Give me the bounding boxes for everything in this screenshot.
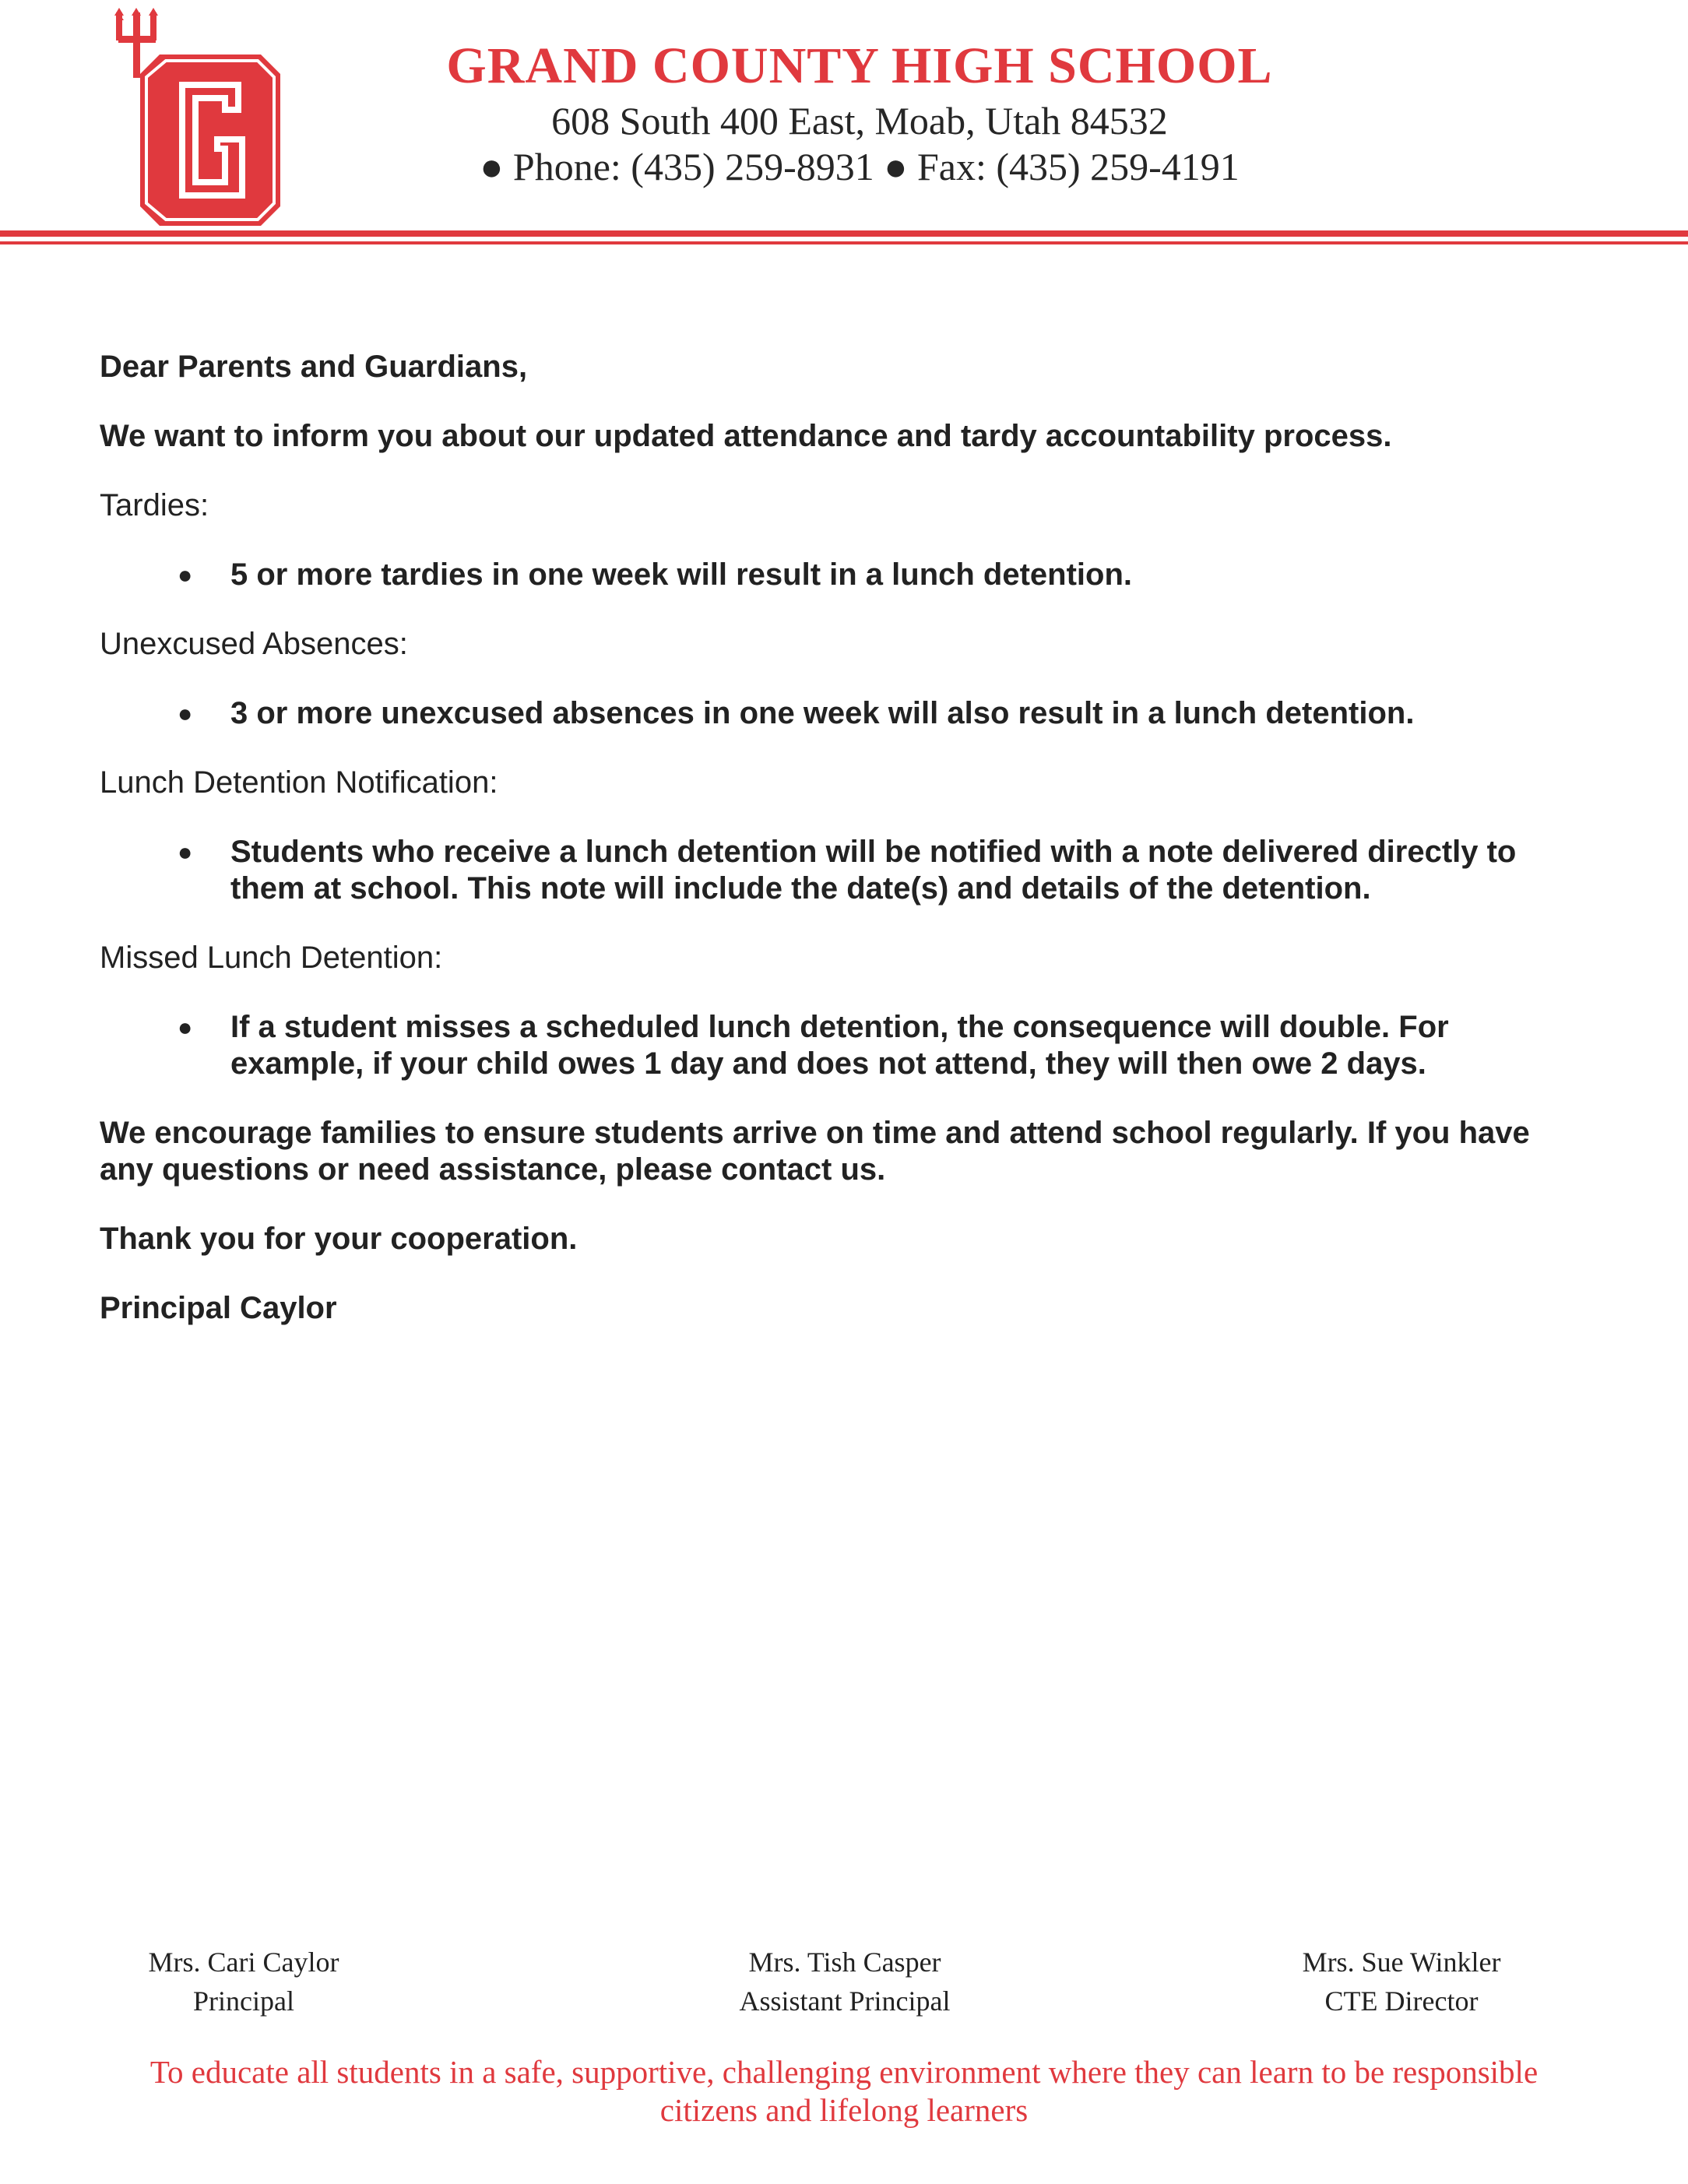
list-item-text: If a student misses a scheduled lunch detention, the consequence will double. For example, if your child owes 1 day and does not attend, they will then owe 2 days.	[230, 1010, 1449, 1081]
intro-paragraph: We want to inform you about our updated attendance and tardy accountability process.	[100, 419, 1392, 453]
thanks-line: Thank you for your cooperation.	[100, 1222, 578, 1256]
list-item-text: Students who receive a lunch detention will be notified with a note delivered directly to them at school. This note will include the date(s) and details of the detention.	[230, 835, 1517, 906]
staff-name: Mrs. Tish Casper	[748, 1947, 941, 1978]
staff-title: CTE Director	[1324, 1985, 1479, 2017]
list-item-text: 5 or more tardies in one week will result in a lunch detention.	[230, 557, 1133, 592]
school-contact: ● Phone: (435) 259-8931 ● Fax: (435) 259-4191	[480, 145, 1240, 188]
bullet-icon: ●	[178, 838, 193, 866]
list-item	[100, 834, 1579, 907]
closing-paragraph: We encourage families to ensure students arrive on time and attend school regularly. If you have any questions or need assistance, please contact us.	[100, 1116, 1530, 1187]
mission-text: To educate all students in a safe, supportive, challenging environment where they can learn to be responsible citizens and lifelong learners	[149, 2054, 1539, 2128]
staff-principal	[131, 1943, 357, 2020]
signature: Principal Caylor	[100, 1291, 337, 1325]
salutation: Dear Parents and Guardians,	[100, 350, 528, 384]
section-heading-unexcused-absences: Unexcused Absences:	[100, 627, 408, 661]
staff-title: Assistant Principal	[739, 1985, 951, 2017]
letterhead-divider	[0, 230, 1688, 237]
bullet-icon: ●	[178, 561, 193, 589]
list-item	[100, 695, 1579, 732]
letter-body	[100, 349, 1579, 1359]
section-heading-notification: Lunch Detention Notification:	[100, 765, 498, 800]
staff-name: Mrs. Sue Winkler	[1302, 1947, 1501, 1978]
list-item-text: 3 or more unexcused absences in one week will also result in a lunch detention.	[230, 696, 1415, 730]
list-item	[100, 1009, 1579, 1082]
list-item	[100, 557, 1579, 593]
staff-title: Principal	[193, 1985, 294, 2017]
staff-assistant-principal	[724, 1943, 965, 2020]
school-name: GRAND COUNTY HIGH SCHOOL	[446, 37, 1273, 94]
mission-statement	[0, 2053, 1688, 2129]
bullet-icon: ●	[178, 1013, 193, 1041]
staff-name: Mrs. Cari Caylor	[148, 1947, 339, 1978]
school-address: 608 South 400 East, Moab, Utah 84532	[551, 99, 1168, 142]
staff-cte-director	[1292, 1943, 1510, 2020]
bullet-icon: ●	[178, 699, 193, 727]
section-heading-tardies: Tardies:	[100, 488, 209, 522]
letterhead-divider-thin	[0, 241, 1688, 244]
section-heading-missed-detention: Missed Lunch Detention:	[100, 941, 443, 975]
